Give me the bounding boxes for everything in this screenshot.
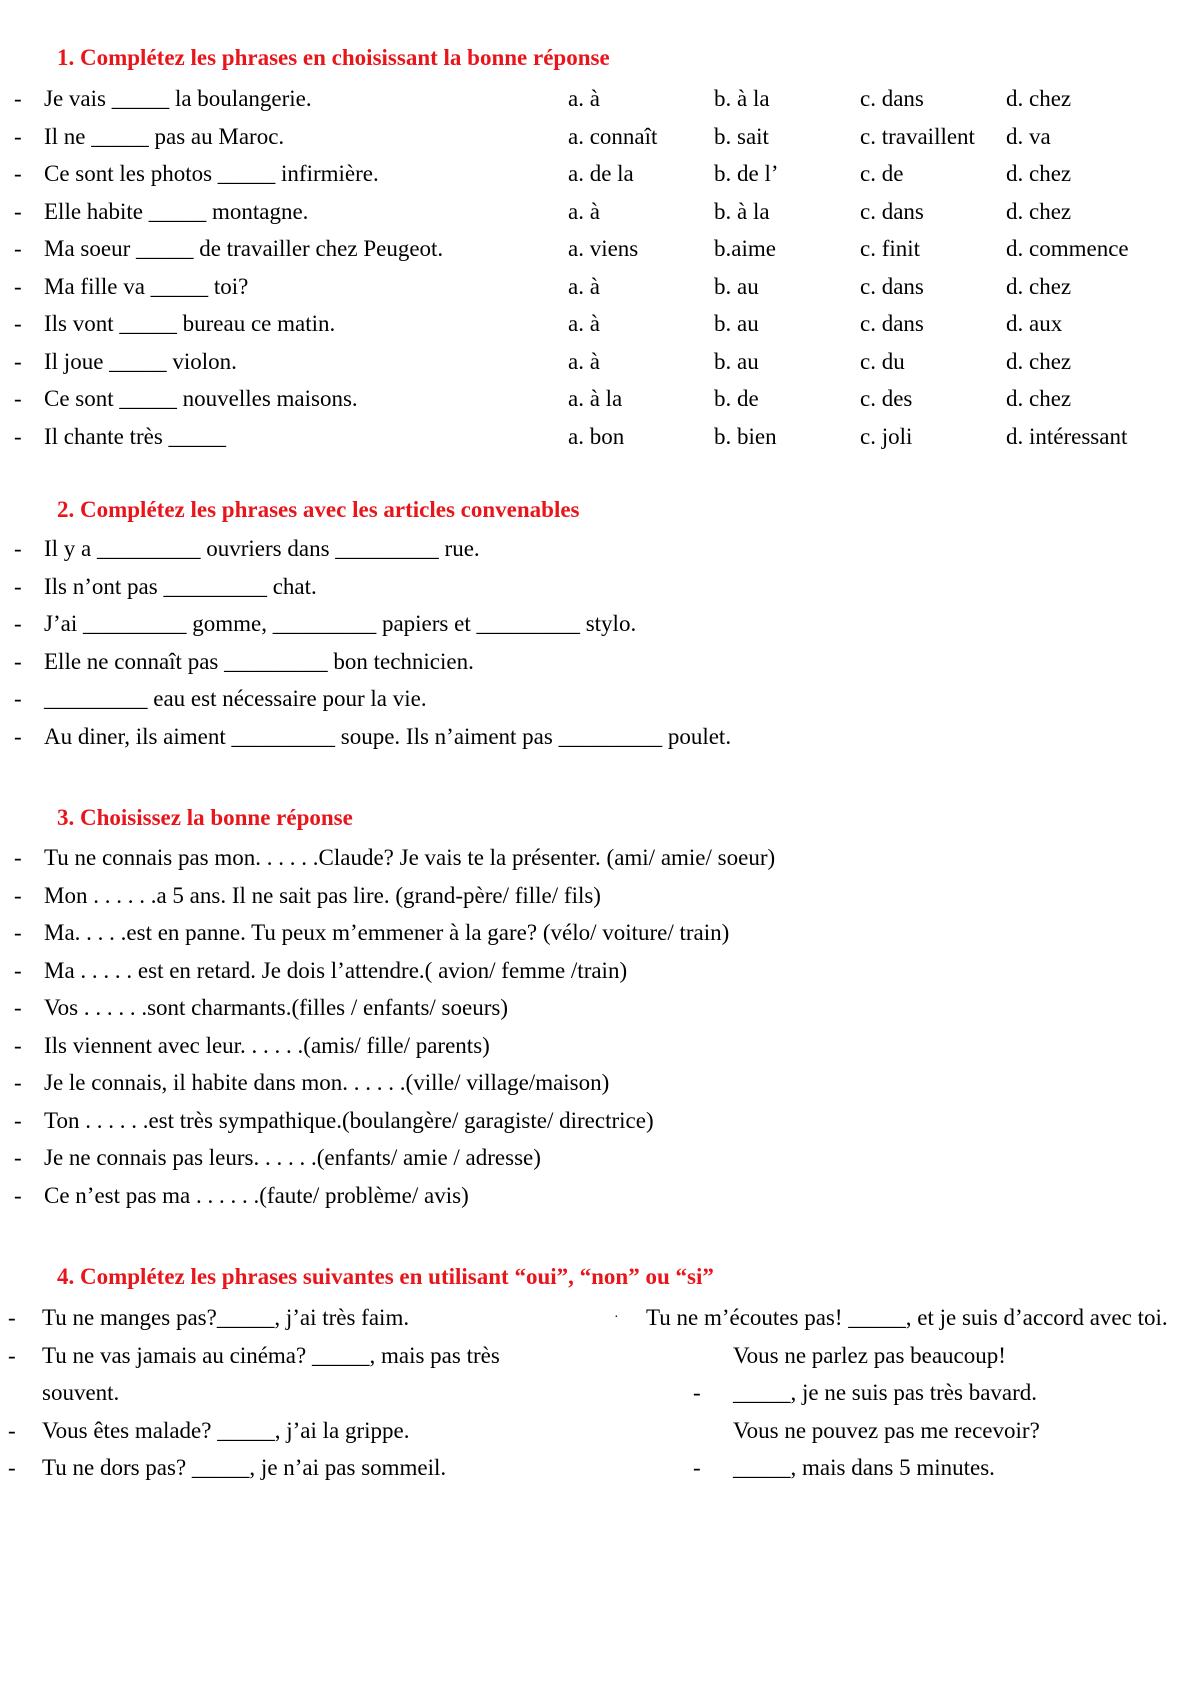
bullet-dash: - xyxy=(14,123,22,149)
choice-row xyxy=(0,991,1200,1025)
sentence-text: Il y a _________ ouvriers dans _________ rue. xyxy=(44,536,480,561)
question-text: Ils vont _____ bureau ce matin. xyxy=(44,311,336,336)
option-d: d. chez xyxy=(1006,348,1072,374)
bullet-dash: - xyxy=(14,845,22,870)
fill-row xyxy=(0,645,1200,679)
bullet-dash: - xyxy=(14,273,22,299)
sentence-text: Au diner, ils aiment _________ soupe. Ils n’aiment pas _________ poulet. xyxy=(44,723,732,749)
option-d: d. intéressant xyxy=(1006,423,1128,449)
option-c: c. dans xyxy=(860,311,924,336)
question-line: Vous ne parlez pas beaucoup! xyxy=(733,1342,1006,1368)
oui-non-si-item xyxy=(8,1449,578,1487)
sentence-text: Ce n’est pas ma . . . . . .(faute/ problème/ avis) xyxy=(44,1182,469,1208)
sentence-text: Ton . . . . . .est très sympathique.(boulangère/ garagiste/ directrice) xyxy=(44,1107,654,1133)
sentence-text: Ils n’ont pas _________ chat. xyxy=(44,573,317,599)
bullet-dash: - xyxy=(14,995,22,1020)
question-text: Ma fille va _____ toi? xyxy=(44,273,249,299)
option-d: d. va xyxy=(1006,123,1051,149)
option-c: c. dans xyxy=(860,86,924,111)
option-c: c. des xyxy=(860,386,913,411)
option-d: d. commence xyxy=(1006,236,1129,261)
mcq-row xyxy=(0,157,1200,191)
bullet-dash: - xyxy=(14,723,22,749)
option-b: b.aime xyxy=(714,236,776,261)
sentence-text: _____, mais dans 5 minutes. xyxy=(733,1455,995,1480)
sentence-text: Vos . . . . . .sont charmants.(filles / enfants/ soeurs) xyxy=(44,995,508,1020)
mcq-row xyxy=(0,382,1200,416)
option-d: d. aux xyxy=(1006,311,1063,336)
fill-row xyxy=(0,607,1200,641)
bullet-dash: - xyxy=(693,1455,701,1480)
sentence-text: _________ eau est nécessaire pour la vie. xyxy=(44,686,427,711)
choice-row xyxy=(0,1104,1200,1138)
mcq-row xyxy=(0,345,1200,379)
option-a: a. connaît xyxy=(568,123,658,149)
choice-row xyxy=(0,841,1200,875)
choice-row xyxy=(0,879,1200,913)
section-4-left-column xyxy=(8,1299,578,1487)
option-a: a. bon xyxy=(568,423,625,449)
option-b: b. bien xyxy=(714,423,777,449)
question-text: Ce sont les photos _____ infirmière. xyxy=(44,161,379,186)
bullet-dash: - xyxy=(693,1380,701,1405)
bullet-dash: - xyxy=(14,386,22,411)
choice-row xyxy=(0,1066,1200,1100)
option-b: b. de xyxy=(714,386,759,411)
option-b: b. à la xyxy=(714,198,770,224)
option-b: b. sait xyxy=(714,123,769,149)
sentence-text: Ma. . . . .est en panne. Tu peux m’emmener à la gare? (vélo/ voiture/ train) xyxy=(44,920,730,945)
choice-row xyxy=(0,954,1200,988)
option-a: a. de la xyxy=(568,161,634,186)
bullet-dot: · xyxy=(614,1310,619,1325)
bullet-dash: - xyxy=(14,1145,22,1170)
oui-non-si-item xyxy=(8,1412,578,1450)
question-text: Il joue _____ violon. xyxy=(44,348,237,374)
sentence-text: Mon . . . . . .a 5 ans. Il ne sait pas lire. (grand-père/ fille/ fils) xyxy=(44,882,601,908)
fill-row xyxy=(0,682,1200,716)
choice-row xyxy=(0,1179,1200,1213)
option-d: d. chez xyxy=(1006,198,1072,224)
section-2-title: 2. Complétez les phrases avec les articles convenables xyxy=(57,497,580,522)
bullet-dash: - xyxy=(8,1455,16,1480)
option-a: a. à xyxy=(568,273,600,299)
question-text: Elle habite _____ montagne. xyxy=(44,198,309,224)
option-c: c. finit xyxy=(860,236,921,261)
sentence-text: _____, je ne suis pas très bavard. xyxy=(733,1380,1038,1405)
bullet-dash: - xyxy=(14,686,22,711)
sentence-text: Vous êtes malade? _____, j’ai la grippe. xyxy=(42,1417,410,1443)
sentence-text: Tu ne connais pas mon. . . . . .Claude? Je vais te la présenter. (ami/ amie/ soeur) xyxy=(44,845,776,870)
bullet-dash: - xyxy=(14,611,22,636)
sentence-text: J’ai _________ gomme, _________ papiers et _________ stylo. xyxy=(44,611,637,636)
option-d: d. chez xyxy=(1006,86,1072,111)
oui-non-si-item xyxy=(614,1374,1194,1412)
mcq-row xyxy=(0,232,1200,266)
oui-non-si-item xyxy=(8,1337,562,1412)
sentence-text: Je ne connais pas leurs. . . . . .(enfants/ amie / adresse) xyxy=(44,1145,541,1170)
question-text: Il chante très _____ xyxy=(44,423,227,449)
option-a: a. viens xyxy=(568,236,639,261)
option-c: c. dans xyxy=(860,273,924,299)
bullet-dash: - xyxy=(14,198,22,224)
mcq-row xyxy=(0,82,1200,116)
option-d: d. chez xyxy=(1006,161,1072,186)
oui-non-si-item xyxy=(614,1449,1194,1487)
option-c: c. de xyxy=(860,161,904,186)
question-text: Il ne _____ pas au Maroc. xyxy=(44,123,285,149)
sentence-text: Ma . . . . . est en retard. Je dois l’attendre.( avion/ femme /train) xyxy=(44,957,628,983)
bullet-dash: - xyxy=(14,423,22,449)
option-b: b. à la xyxy=(714,86,770,111)
sentence-text: Ils viennent avec leur. . . . . .(amis/ fille/ parents) xyxy=(44,1032,490,1058)
question-text: Ce sont _____ nouvelles maisons. xyxy=(44,386,358,411)
fill-row xyxy=(0,720,1200,754)
bullet-dash: - xyxy=(14,1182,22,1208)
oui-non-si-item: Tu ne m’écoutes pas! _____, et je suis d’accord avec toi. xyxy=(646,1305,1168,1330)
bullet-dash: - xyxy=(14,1107,22,1133)
bullet-dash: - xyxy=(14,236,22,261)
option-b: b. de l’ xyxy=(714,161,779,186)
question-text: Je vais _____ la boulangerie. xyxy=(44,86,312,111)
bullet-dash: - xyxy=(14,1070,22,1095)
section-3-title: 3. Choisissez la bonne réponse xyxy=(57,805,353,830)
section-1-title: 1. Complétez les phrases en choisissant la bonne réponse xyxy=(57,45,610,70)
option-a: a. à xyxy=(568,311,600,336)
section-4-right-column xyxy=(614,1299,1194,1487)
option-b: b. au xyxy=(714,348,759,374)
question-line: Vous ne pouvez pas me recevoir? xyxy=(733,1417,1040,1443)
fill-row xyxy=(0,532,1200,566)
bullet-dash: - xyxy=(14,573,22,599)
bullet-dash: - xyxy=(14,536,22,561)
bullet-dash: - xyxy=(14,311,22,336)
mcq-row xyxy=(0,195,1200,229)
bullet-dash: - xyxy=(14,920,22,945)
option-d: d. chez xyxy=(1006,386,1072,411)
bullet-dash: - xyxy=(14,957,22,983)
mcq-row xyxy=(0,120,1200,154)
choice-row xyxy=(0,1141,1200,1175)
sentence-text: Elle ne connaît pas _________ bon technicien. xyxy=(44,648,474,674)
bullet-dash: - xyxy=(8,1342,16,1368)
bullet-dash: - xyxy=(14,648,22,674)
option-c: c. joli xyxy=(860,423,913,449)
bullet-dash: - xyxy=(14,86,22,111)
bullet-dash: - xyxy=(14,1032,22,1058)
bullet-dash: - xyxy=(8,1417,16,1443)
sentence-text: Je le connais, il habite dans mon. . . . . .(ville/ village/maison) xyxy=(44,1070,610,1095)
mcq-row xyxy=(0,420,1200,454)
option-b: b. au xyxy=(714,273,759,299)
option-a: a. à la xyxy=(568,386,623,411)
option-b: b. au xyxy=(714,311,759,336)
option-a: a. à xyxy=(568,348,600,374)
mcq-row xyxy=(0,307,1200,341)
oui-non-si-item xyxy=(8,1299,578,1337)
option-a: a. à xyxy=(568,86,600,111)
option-d: d. chez xyxy=(1006,273,1072,299)
sentence-text: Tu ne manges pas?_____, j’ai très faim. xyxy=(42,1305,410,1330)
sentence-text: Tu ne vas jamais au cinéma? _____, mais pas très souvent. xyxy=(42,1342,500,1405)
question-text: Ma soeur _____ de travailler chez Peugeot. xyxy=(44,236,444,261)
choice-row xyxy=(0,1029,1200,1063)
bullet-dash: - xyxy=(14,161,22,186)
mcq-row xyxy=(0,270,1200,304)
section-4-title: 4. Complétez les phrases suivantes en utilisant “oui”, “non” ou “si” xyxy=(57,1264,714,1289)
option-c: c. dans xyxy=(860,198,924,224)
option-c: c. du xyxy=(860,348,905,374)
option-c: c. travaillent xyxy=(860,123,975,149)
bullet-dash: - xyxy=(14,882,22,908)
option-a: a. à xyxy=(568,198,600,224)
choice-row xyxy=(0,916,1200,950)
sentence-text: Tu ne dors pas? _____, je n’ai pas sommeil. xyxy=(42,1455,447,1480)
bullet-dash: - xyxy=(14,348,22,374)
fill-row xyxy=(0,570,1200,604)
bullet-dash: - xyxy=(8,1305,16,1330)
